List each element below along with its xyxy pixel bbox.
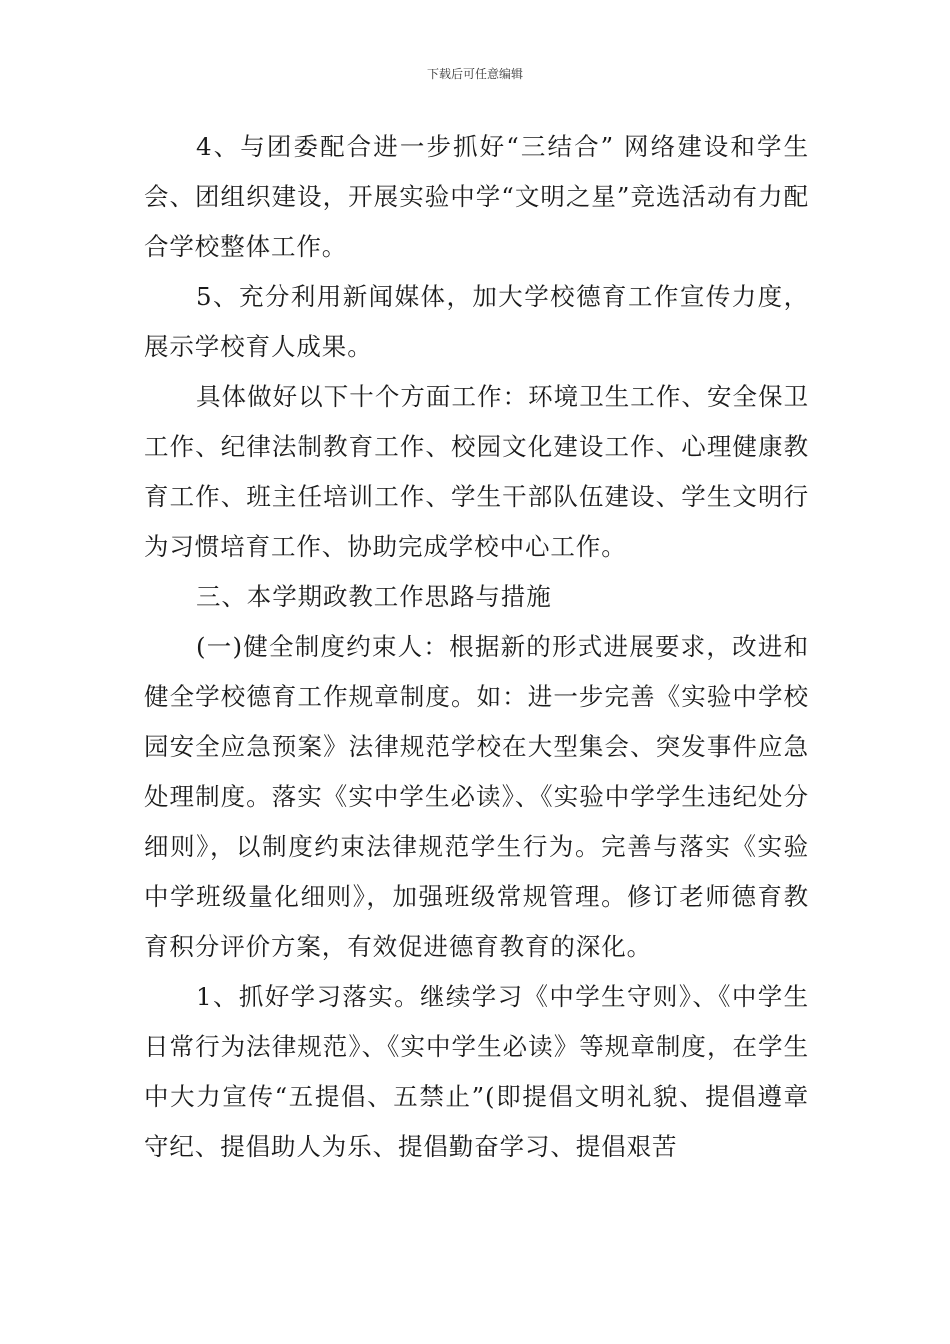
paragraph-work-areas: 具体做好以下十个方面工作：环境卫生工作、安全保卫工作、纪律法制教育工作、校园文化建设工作、心理健康教育工作、班主任培训工作、学生干部队伍建设、学生文明行为习惯培育工作、协助完成学校中心工作。 (144, 382, 809, 561)
paragraph-study-implementation: 1、抓好学习落实。继续学习《中学生守则》、《中学生日常行为法律规范》、《实中学生必读》等规章制度，在学生中大力宣传“五提倡、五禁止”(即提倡文明礼貌、提倡遵章守纪、提倡助人为乐、提倡勤奋学习、提倡艰苦 (144, 982, 809, 1161)
document-body (144, 122, 809, 1172)
page-header: 下载后可任意编辑 (426, 67, 523, 81)
paragraph-item-4: 4、与团委配合进一步抓好“三结合” 网络建设和学生会、团组织建设，开展实验中学“文明之星”竞选活动有力配合学校整体工作。 (144, 132, 809, 261)
paragraph-system-constraints: (一)健全制度约束人：根据新的形式进展要求，改进和健全学校德育工作规章制度。如：进一步完善《实验中学校园安全应急预案》法律规范学校在大型集会、突发事件应急处理制度。落实《实中学生必读》、《实验中学学生违纪处分细则》，以制度约束法律规范学生行为。完善与落实《实验中学班级量化细则》，加强班级常规管理。修订老师德育教育积分评价方案，有效促进德育教育的深化。 (144, 632, 809, 961)
section-heading: 三、本学期政教工作思路与措施 (196, 582, 552, 611)
paragraph-item-5: 5、充分利用新闻媒体，加大学校德育工作宣传力度，展示学校育人成果。 (144, 282, 809, 361)
